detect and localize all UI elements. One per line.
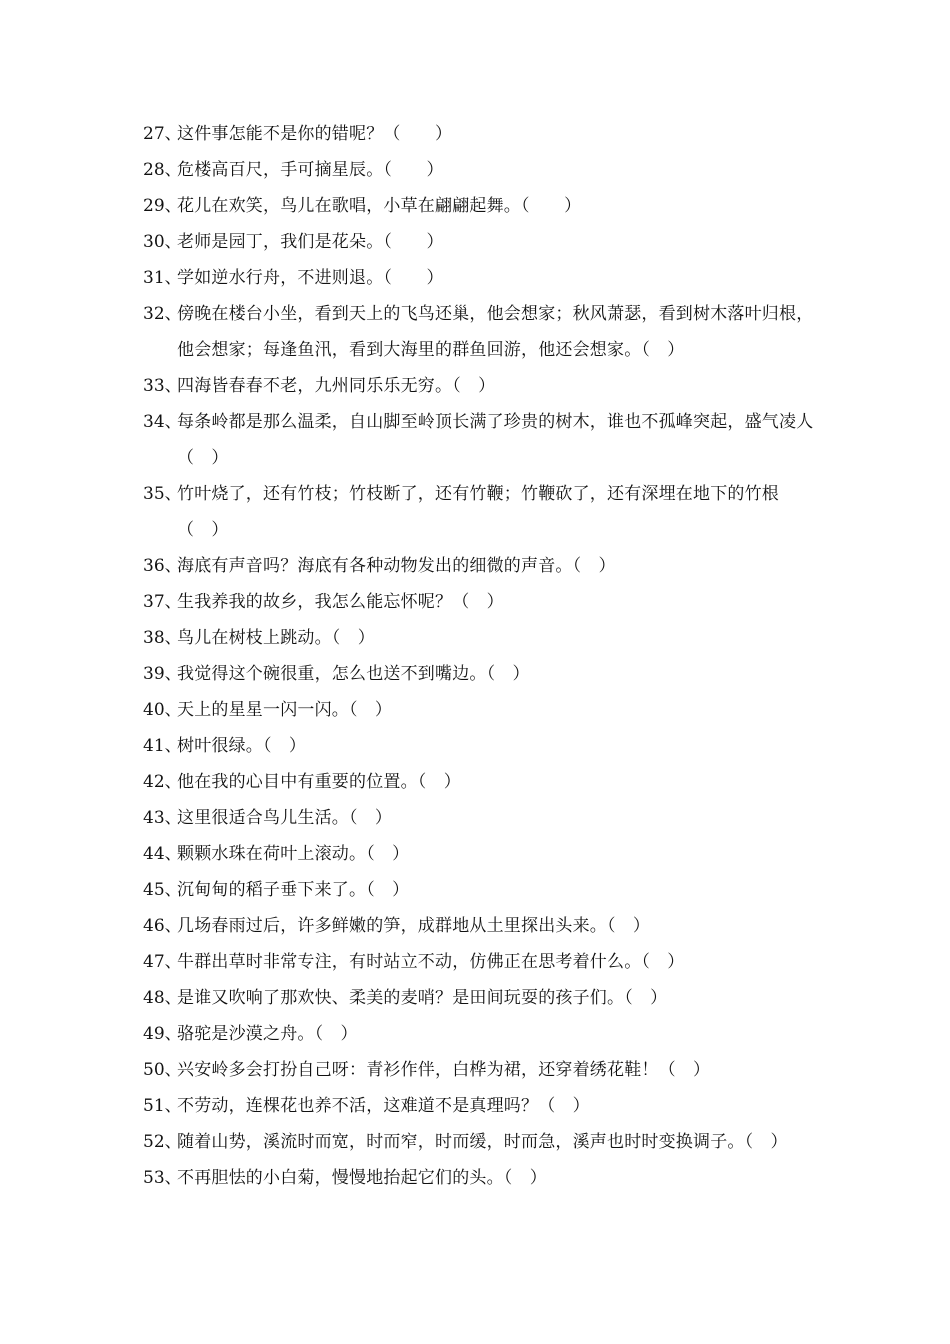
item-text: 花儿在欢笑，鸟儿在歌唱，小草在翩翩起舞。（ ） xyxy=(177,196,582,216)
exercise-item-53 xyxy=(143,1160,815,1196)
exercise-item-28 xyxy=(143,152,815,188)
item-text: 学如逆水行舟，不进则退。（ ） xyxy=(177,268,444,288)
item-number: 37、 xyxy=(143,592,182,612)
item-text: 天上的星星一闪一闪。（ ） xyxy=(177,700,393,720)
item-text: 每条岭都是那么温柔，自山脚至岭顶长满了珍贵的树木，谁也不孤峰突起，盛气凌人（ ） xyxy=(177,412,814,468)
item-number: 47、 xyxy=(143,952,182,972)
item-number: 38、 xyxy=(143,628,182,648)
item-number: 32、 xyxy=(143,304,182,324)
exercise-item-52 xyxy=(143,1124,815,1160)
exercise-item-44 xyxy=(143,836,815,872)
exercise-list xyxy=(143,116,815,1196)
item-text: 几场春雨过后，许多鲜嫩的笋，成群地从土里探出头来。（ ） xyxy=(177,916,651,936)
item-number: 41、 xyxy=(143,736,182,756)
item-text: 这件事怎能不是你的错呢？（ ） xyxy=(177,124,453,144)
item-number: 28、 xyxy=(143,160,182,180)
exercise-item-38 xyxy=(143,620,815,656)
exercise-item-33 xyxy=(143,368,815,404)
item-number: 42、 xyxy=(143,772,182,792)
exercise-item-32 xyxy=(143,296,815,368)
exercise-item-46 xyxy=(143,908,815,944)
item-text: 随着山势，溪流时而宽，时而窄，时而缓，时而急，溪声也时时变换调子。（ ） xyxy=(177,1132,788,1152)
item-text: 是谁又吹响了那欢快、柔美的麦哨？是田间玩耍的孩子们。（ ） xyxy=(177,988,668,1008)
item-text: 沉甸甸的稻子垂下来了。（ ） xyxy=(177,880,410,900)
exercise-item-43 xyxy=(143,800,815,836)
item-text: 海底有声音吗？海底有各种动物发出的细微的声音。（ ） xyxy=(177,556,616,576)
exercise-item-42 xyxy=(143,764,815,800)
item-text: 我觉得这个碗很重，怎么也送不到嘴边。（ ） xyxy=(177,664,530,684)
item-number: 30、 xyxy=(143,232,182,252)
exercise-item-41 xyxy=(143,728,815,764)
exercise-item-51 xyxy=(143,1088,815,1124)
item-text: 四海皆春春不老，九州同乐乐无穷。（ ） xyxy=(177,376,496,396)
item-number: 39、 xyxy=(143,664,182,684)
item-text: 兴安岭多会打扮自己呀：青衫作伴，白桦为裙，还穿着绣花鞋！（ ） xyxy=(177,1060,711,1080)
exercise-item-47 xyxy=(143,944,815,980)
item-number: 43、 xyxy=(143,808,182,828)
exercise-item-39 xyxy=(143,656,815,692)
exercise-item-31 xyxy=(143,260,815,296)
item-text: 骆驼是沙漠之舟。（ ） xyxy=(177,1024,358,1044)
item-number: 27、 xyxy=(143,124,182,144)
item-number: 40、 xyxy=(143,700,182,720)
item-number: 44、 xyxy=(143,844,182,864)
item-text: 不再胆怯的小白菊，慢慢地抬起它们的头。（ ） xyxy=(177,1168,547,1188)
exercise-item-35 xyxy=(143,476,815,548)
item-number: 35、 xyxy=(143,484,182,504)
exercise-item-45 xyxy=(143,872,815,908)
item-number: 50、 xyxy=(143,1060,182,1080)
exercise-item-50 xyxy=(143,1052,815,1088)
item-text: 生我养我的故乡，我怎么能忘怀呢？（ ） xyxy=(177,592,504,612)
item-number: 53、 xyxy=(143,1168,182,1188)
exercise-item-49 xyxy=(143,1016,815,1052)
item-text: 他在我的心目中有重要的位置。（ ） xyxy=(177,772,461,792)
item-number: 36、 xyxy=(143,556,182,576)
item-number: 29、 xyxy=(143,196,182,216)
exercise-item-37 xyxy=(143,584,815,620)
item-number: 45、 xyxy=(143,880,182,900)
item-number: 46、 xyxy=(143,916,182,936)
item-text: 不劳动，连棵花也养不活，这难道不是真理吗？（ ） xyxy=(177,1096,590,1116)
item-text: 傍晚在楼台小坐，看到天上的飞鸟还巢，他会想家；秋风萧瑟，看到树木落叶归根，他会想家；每逢鱼汛，看到大海里的群鱼回游，他还会想家。（ ） xyxy=(177,304,814,360)
exercise-item-30 xyxy=(143,224,815,260)
item-text: 颗颗水珠在荷叶上滚动。（ ） xyxy=(177,844,410,864)
item-text: 牛群出草时非常专注，有时站立不动，仿佛正在思考着什么。（ ） xyxy=(177,952,685,972)
exercise-item-34 xyxy=(143,404,815,476)
item-number: 33、 xyxy=(143,376,182,396)
item-number: 52、 xyxy=(143,1132,182,1152)
item-text: 危楼高百尺，手可摘星辰。（ ） xyxy=(177,160,444,180)
item-number: 34、 xyxy=(143,412,182,432)
exercise-item-48 xyxy=(143,980,815,1016)
exercise-item-29 xyxy=(143,188,815,224)
item-text: 老师是园丁，我们是花朵。（ ） xyxy=(177,232,444,252)
item-text: 鸟儿在树枝上跳动。（ ） xyxy=(177,628,375,648)
item-text: 这里很适合鸟儿生活。（ ） xyxy=(177,808,393,828)
exercise-item-40 xyxy=(143,692,815,728)
exercise-item-27 xyxy=(143,116,815,152)
exercise-item-36 xyxy=(143,548,815,584)
item-number: 48、 xyxy=(143,988,182,1008)
item-text: 竹叶烧了，还有竹枝；竹枝断了，还有竹鞭；竹鞭砍了，还有深埋在地下的竹根（ ） xyxy=(177,484,779,540)
item-number: 51、 xyxy=(143,1096,182,1116)
item-number: 49、 xyxy=(143,1024,182,1044)
item-text: 树叶很绿。（ ） xyxy=(177,736,307,756)
item-number: 31、 xyxy=(143,268,182,288)
